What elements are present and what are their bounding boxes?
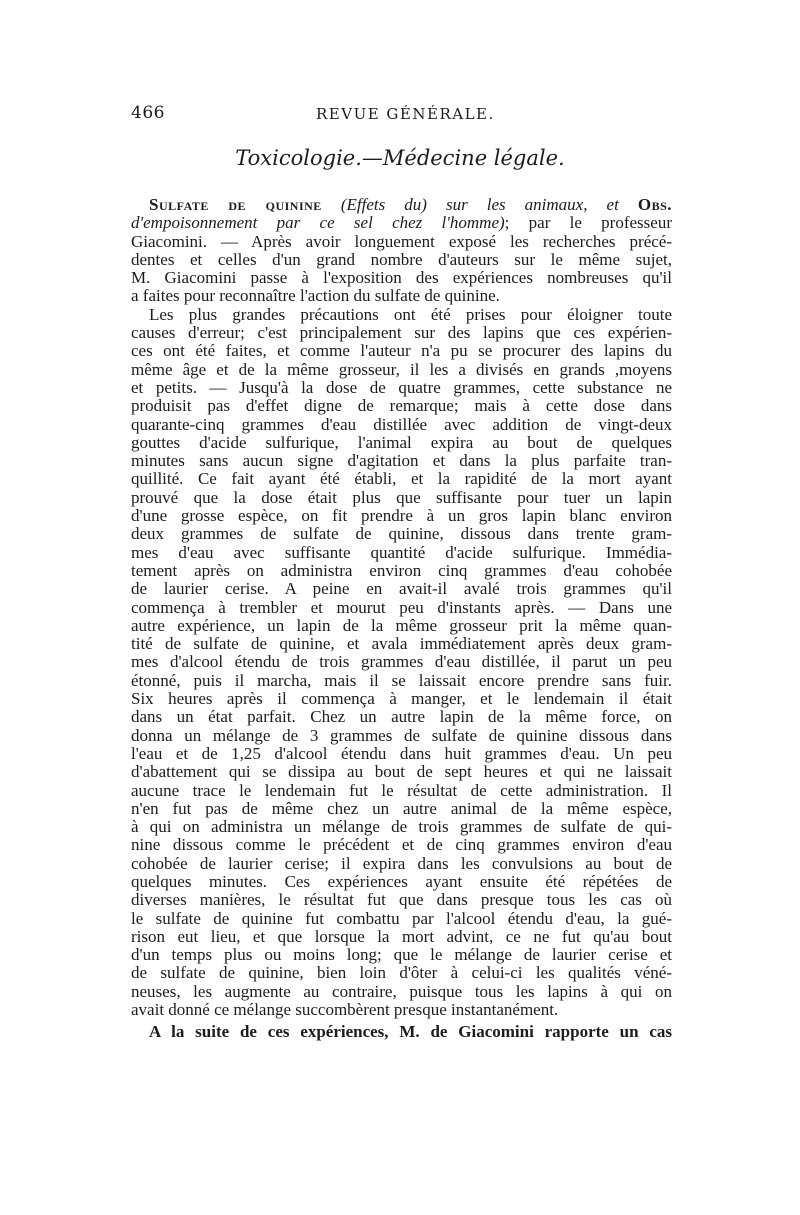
text-line: diverses manières, le résultat fut que dans presque tous les cas où — [131, 890, 672, 910]
text-line: n'en fut pas de même chez un autre animal de la même espèce, — [131, 798, 672, 818]
text-line: le sulfate de quinine fut combattu par l'alcool étendu d'eau, la gué- — [131, 908, 672, 928]
text-line — [131, 196, 672, 214]
lead-italic-2: d'empoisonnement par ce sel chez l'homme) — [131, 213, 505, 233]
text-line: ces ont été faites, et comme l'auteur n'a pu se procurer des lapins du — [131, 341, 672, 361]
text-line: avait donné ce mélange succombèrent presque instantanément. — [131, 1000, 559, 1020]
lead-italic: (Effets du) sur les animaux, et — [340, 195, 619, 214]
paragraph-1 — [131, 196, 672, 306]
text-line: étonné, puis il marcha, mais il se laissait encore prendre sans fuir. — [131, 670, 672, 690]
text-line — [131, 214, 672, 232]
text-line: Les plus grandes précautions ont été prises pour éloigner toute — [149, 304, 672, 324]
text-line: et petits. — Jusqu'à la dose de quatre grammes, cette substance ne — [131, 377, 672, 397]
text-line: neuses, les augmente au contraire, puisque tous les lapins à qui on — [131, 981, 672, 1001]
text-line: prouvé que la dose était plus que suffisante pour tuer un lapin — [131, 487, 672, 507]
text-line: mes d'alcool étendu de trois grammes d'eau distillée, il parut un peu — [131, 652, 672, 672]
text-line: aucune trace le lendemain fut le résultat de cette administration. Il — [131, 780, 672, 800]
text-line: tité de sulfate de quinine, et avala immédiatement après deux gram- — [131, 634, 672, 654]
text-line: à qui on administra un mélange de trois grammes de sulfate de qui- — [131, 817, 672, 837]
paragraph-2 — [131, 306, 672, 1020]
text-line: d'un temps plus ou moins long; que le mélange de laurier cerise et — [131, 945, 672, 965]
page-number: 466 — [131, 103, 165, 123]
text-line: mes d'eau avec suffisante quantité d'acide sulfurique. Immédia- — [131, 542, 672, 562]
text-line: commença à trembler et mourut peu d'instants après. — Dans une — [131, 597, 672, 617]
text-line: autre expérience, un lapin de la même grosseur prit la même quan- — [131, 615, 672, 635]
text-line: l'eau et de 1,25 d'alcool étendu dans huit grammes d'eau. Un peu — [131, 743, 672, 763]
text-line: même âge et de la même grosseur, il les a divisés en grands ,moyens — [131, 359, 672, 379]
text-line: Giacomini. — Après avoir longuement exposé les recherches précé- — [131, 231, 672, 251]
text-line: gouttes d'acide sulfurique, l'animal expira au bout de quelques — [131, 432, 672, 452]
text-line: quelques minutes. Ces expériences ayant ensuite été répétées de — [131, 871, 672, 891]
article-body — [131, 196, 672, 1042]
text-line: minutes sans aucun signe d'agitation et dans la plus parfaite tran- — [131, 451, 672, 471]
obs-label: Obs. — [637, 195, 672, 214]
text-line: causes d'erreur; c'est principalement sur des lapins que ces expérien- — [131, 323, 672, 343]
lead-title: Sulfate de quinine — [149, 195, 322, 214]
text-line: quarante-cinq grammes d'eau distillée avec addition de vingt-deux — [131, 414, 672, 434]
lead-rest: ; par le professeur — [504, 213, 672, 233]
text-line: d'une grosse espèce, on fit prendre à un gros lapin blanc environ — [131, 506, 672, 526]
text-line: Six heures après il commença à manger, et le lendemain il était — [131, 689, 672, 709]
text-line: donna un mélange de 3 grammes de sulfate de quinine dissous dans — [131, 725, 672, 745]
text-line: nine dissous comme le précédent et de cinq grammes environ d'eau — [131, 835, 672, 855]
text-line: de laurier cerise. A peine en avait-il avalé trois grammes qu'il — [131, 579, 672, 599]
text-line: a faites pour reconnaître l'action du sulfate de quinine. — [131, 286, 500, 306]
text-line: tement après on administra environ cinq grammes d'eau cohobée — [131, 560, 672, 580]
text-line: dans un état parfait. Chez un autre lapin de la même force, on — [131, 707, 672, 727]
text-line: d'abattement qui se dissipa au bout de sept heures et qui ne laissait — [131, 762, 672, 782]
paragraph-3 — [131, 1023, 672, 1041]
text-line: M. Giacomini passe à l'exposition des expériences nombreuses qu'il — [131, 268, 672, 288]
page-header — [131, 103, 671, 129]
text-line: A la suite de ces expériences, M. de Giacomini rapporte un cas — [149, 1022, 672, 1042]
running-head: REVUE GÉNÉRALE. — [316, 105, 495, 123]
text-line: dentes et celles d'un grand nombre d'auteurs sur le même sujet, — [131, 249, 672, 269]
section-title: Toxicologie.—Médecine légale. — [235, 146, 565, 170]
text-line: cohobée de laurier cerise; il expira dans les convulsions au bout de — [131, 853, 672, 873]
text-line: rison eut lieu, et que lorsque la mort advint, ce ne fut qu'au bout — [131, 926, 672, 946]
text-line: produisit pas d'effet digne de remarque; mais à cette dose dans — [131, 396, 672, 416]
text-line: deux grammes de sulfate de quinine, dissous dans trente gram- — [131, 524, 672, 544]
text-line: de sulfate de quinine, bien loin d'ôter à celui-ci les qualités véné- — [131, 963, 672, 983]
text-line: quillité. Ce fait ayant été établi, et la rapidité de la mort ayant — [131, 469, 672, 489]
